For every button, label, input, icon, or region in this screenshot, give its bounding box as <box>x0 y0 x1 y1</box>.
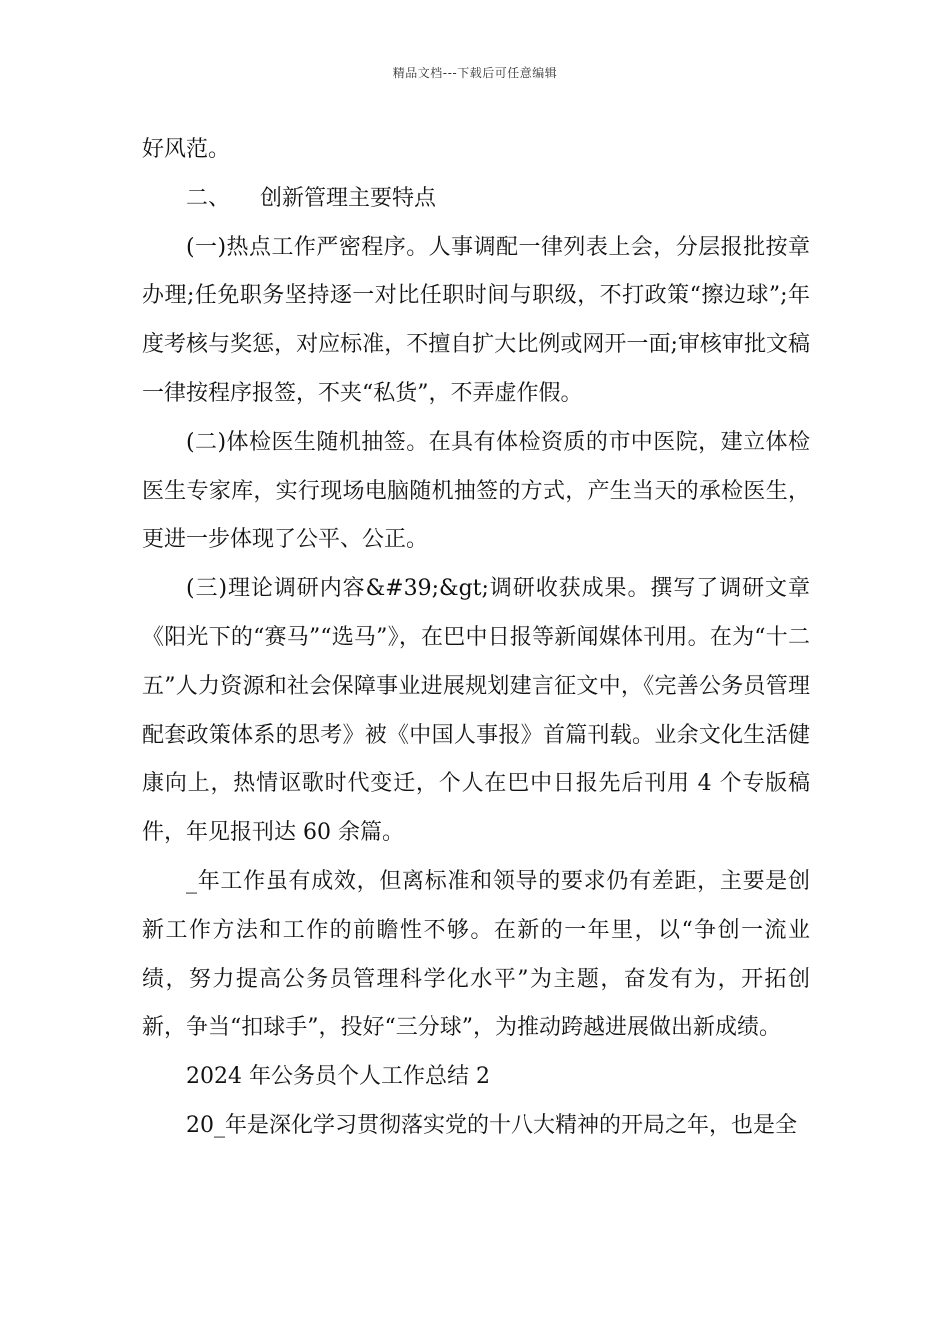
section-title: 创新管理主要特点 <box>260 185 437 211</box>
paragraph-continuation: 好风范。 <box>142 137 231 162</box>
paragraph-research: (三)理论调研内容&#39;&gt;调研收获成果。撰写了调研文章《阳光下的“赛马”“选马”》，在巴中日报等新闻媒体刊用。在为“十二五”人力资源和社会保障事业进展规划建言征文中，《完善公务员管理配套政策体系的思考》被《中国人事报》首篇刊载。业余文化生活健康向上，热情讴歌时代变迁，个人在巴中日报先后刊用 4 个专版稿件，年见报刊达 60 余篇。 <box>142 576 810 846</box>
document-body <box>142 126 810 1151</box>
paragraph-summary-title: 2024 年公务员个人工作总结 2 <box>186 1064 490 1090</box>
paragraph-next-summary: 20_年是深化学习贯彻落实党的十八大精神的开局之年，也是全 <box>186 1112 797 1138</box>
section-number: 二、 <box>186 185 231 211</box>
paragraph-medical-lottery: (二)体检医生随机抽签。在具有体检资质的市中医院，建立体检医生专家库，实行现场电脑随机抽签的方式，产生当天的承检医生，更进一步体现了公平、公正。 <box>142 429 810 553</box>
section-heading <box>142 175 810 224</box>
page-header: 精品文档---下载后可任意编辑 <box>392 66 558 80</box>
paragraph-hot-work: (一)热点工作严密程序。人事调配一律列表上会，分层报批按章办理;任免职务坚持逐一对比任职时间与职级，不打政策“擦边球”;年度考核与奖惩，对应标准，不擅自扩大比例或网开一面;审核审批文稿一律按程序报签，不夹“私货”，不弄虚作假。 <box>142 234 810 406</box>
paragraph-outlook: _年工作虽有成效，但离标准和领导的要求仍有差距，主要是创新工作方法和工作的前瞻性不够。在新的一年里，以“争创一流业绩，努力提高公务员管理科学化水平”为主题，奋发有为，开拓创新，争当“扣球手”，投好“三分球”，为推动跨越进展做出新成绩。 <box>142 868 810 1041</box>
